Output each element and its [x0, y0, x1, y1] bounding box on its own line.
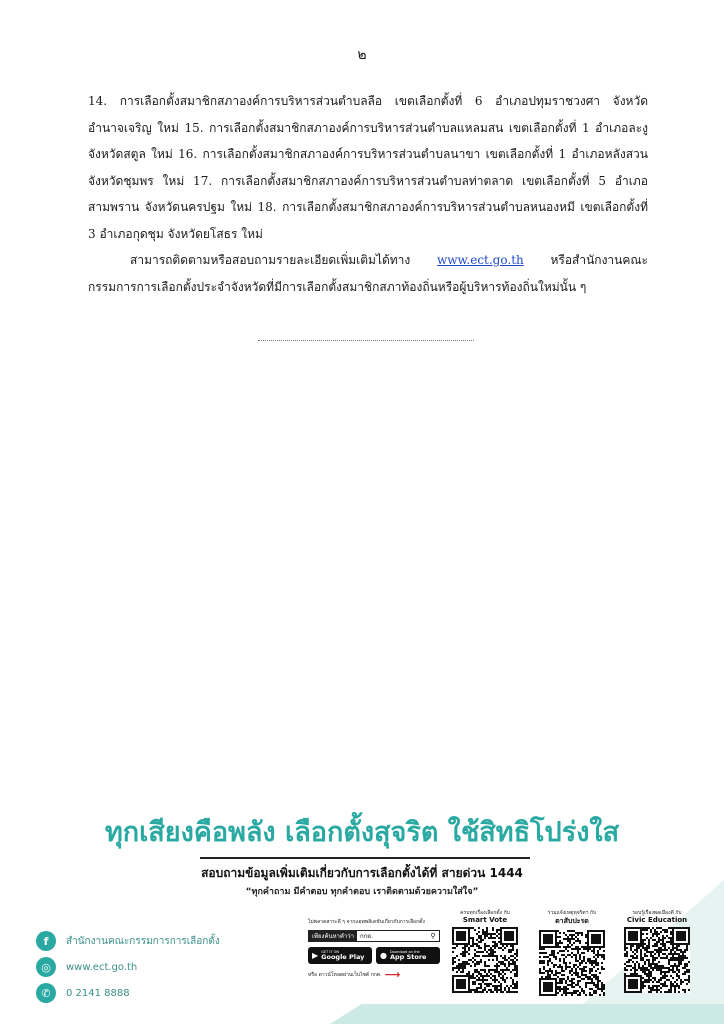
qr-civic-education[interactable]: [622, 910, 692, 993]
app-search-box: [308, 930, 440, 942]
qr-smart-vote[interactable]: [450, 910, 520, 993]
qr-smart-vote-caption: ครบทุกเรื่องเลือกตั้ง กับ: [460, 910, 510, 916]
contact-website-text: www.ect.go.th: [66, 961, 138, 973]
qr-code-icon: [539, 930, 605, 996]
app-search-label: เพียงค้นหาคำว่า: [309, 931, 357, 941]
qr-code-icon: [452, 927, 518, 993]
app-download-block: [308, 918, 440, 981]
phone-icon: ✆: [36, 983, 56, 1003]
arrow-right-icon: ⟶: [384, 968, 401, 981]
google-play-icon: ▶: [312, 951, 319, 960]
page-number: ๒: [357, 47, 367, 63]
qr-tasapparod-caption: ร่วมแจ้งเหตุทุจริตฯ กับ: [547, 910, 597, 916]
section-divider: [258, 340, 474, 341]
qr-civic-education-caption: รอบรู้เรื่องพลเมืองดี กับ: [632, 910, 682, 916]
footer-decor-band: [330, 1004, 724, 1024]
paragraph-election-list: 14. การเลือกตั้งสมาชิกสภาองค์การบริหารส่วนตำบลลือ เขตเลือกตั้งที่ 6 อำเภอปทุมราชวงศา จังหวัดอำนาจเจริญ ใหม่ 15. การเลือกตั้งสมาชิกสภาองค์การบริหารส่วนตำบลแหลมสน เขตเลือกตั้งที่ 1 อำเภอละงู จังหวัดสตูล ใหม่ 16. การเลือกตั้งสมาชิกสภาองค์การบริหารส่วนตำบลนาขา เขตเลือกตั้งที่ 1 อำเภอหลังสวน จังหวัดชุมพร ใหม่ 17. การเลือกตั้งสมาชิกสภาองค์การบริหารส่วนตำบลท่าตลาด เขตเลือกตั้งที่ 5 อำเภอสามพราน จังหวัดนครปฐม ใหม่ 18. การเลือกตั้งสมาชิกสภาองค์การบริหารส่วนตำบลหนองหมี เขตเลือกตั้งที่ 3 อำเภอกุดชุม จังหวัดยโสธร ใหม่: [88, 94, 648, 241]
paragraph-contact-info: [88, 247, 648, 300]
motto-text: “ทุกคำถาม มีคำตอบ ทุกคำตอบ เราติดตามด้วยความใส่ใจ”: [245, 887, 479, 897]
search-icon: ⚲: [430, 932, 436, 940]
app-note-web: [308, 968, 440, 981]
contact-phone[interactable]: [36, 980, 220, 1006]
paragraph-text-after-link: หรือสำนักงานคณะกรรมการการเลือกตั้งประจำจังหวัดที่มีการเลือกตั้งสมาชิกสภาท้องถิ่นหรือผู้บริหารท้องถิ่นใหม่นั้น ๆ: [88, 253, 648, 294]
hotline-rule: [200, 857, 530, 859]
app-store-label: App Store: [389, 953, 427, 961]
campaign-slogan: ทุกเสียงคือพลัง เลือกตั้งสุจริต ใช้สิทธิโปร่งใส: [104, 817, 620, 848]
app-note: ไม่พลาดสาระดี ๆ จากแอพพลิเคชันเกี่ยวกับการเลือกตั้ง: [308, 919, 425, 925]
qr-smart-vote-title: Smart Vote: [462, 916, 508, 924]
google-play-button[interactable]: [308, 947, 372, 964]
google-play-label: Google Play: [321, 953, 365, 961]
qr-civic-education-title: Civic Education: [626, 916, 688, 924]
hotline-text: สอบถามข้อมูลเพิ่มเติมเกี่ยวกับการเลือกตั้งได้ที่ สายด่วน 1444: [201, 866, 523, 880]
apple-icon: ●: [380, 951, 387, 960]
ect-website-link[interactable]: www.ect.go.th: [437, 253, 524, 267]
contact-list: [36, 928, 220, 1006]
contact-website[interactable]: [36, 954, 220, 980]
app-note-web-text: หรือ ดาวน์โหลดผ่านเว็บไซต์ กกต.: [308, 971, 382, 978]
google-play-small: GET IT ON: [321, 949, 339, 954]
qr-tasapparod[interactable]: [537, 910, 607, 996]
facebook-icon: f: [36, 931, 56, 951]
globe-icon: ◎: [36, 957, 56, 977]
app-store-button[interactable]: [376, 947, 440, 964]
app-store-small: Download on the: [389, 949, 420, 954]
document-body: [88, 88, 648, 300]
contact-facebook-text: สำนักงานคณะกรรมการการเลือกตั้ง: [66, 935, 220, 947]
qr-tasapparod-title: ตาสับปะรด: [555, 917, 589, 925]
qr-code-icon: [624, 927, 690, 993]
contact-facebook[interactable]: [36, 928, 220, 954]
contact-phone-text: 0 2141 8888: [66, 987, 130, 999]
paragraph-text-before-link: สามารถติดตามหรือสอบถามรายละเอียดเพิ่มเติมได้ทาง: [130, 253, 438, 267]
store-buttons: [308, 947, 440, 964]
app-search-value: กกต.: [360, 933, 374, 940]
